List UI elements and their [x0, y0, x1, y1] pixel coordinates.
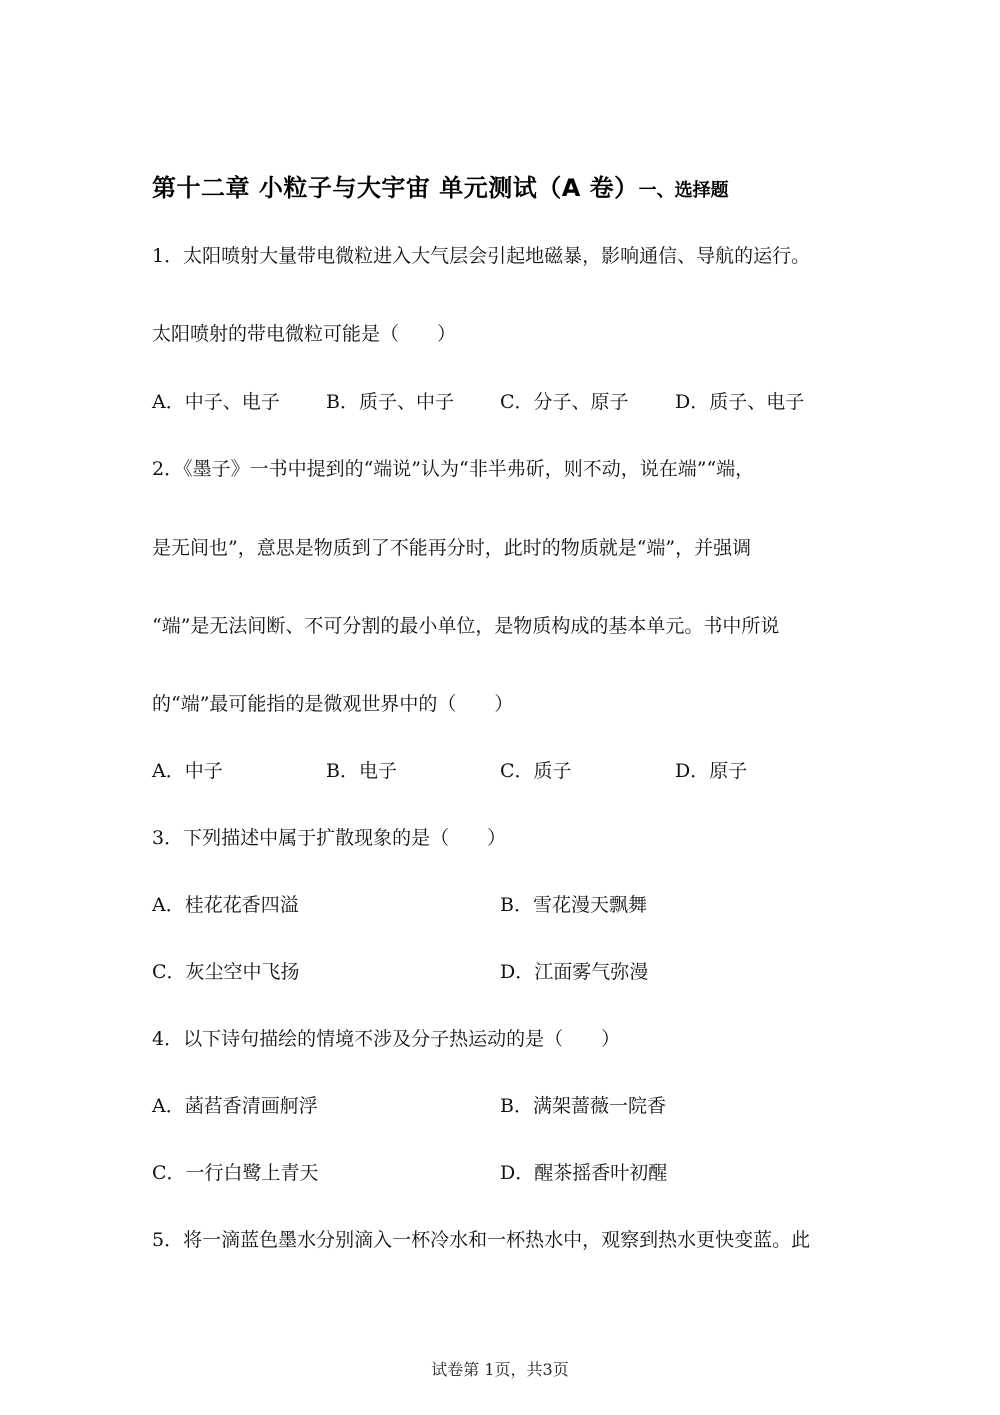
- question-1-option-b: B．质子、中子: [326, 391, 454, 413]
- question-2-option-b: B．电子: [326, 760, 397, 782]
- question-2-line-3: “端”是无法间断、不可分割的最小单位，是物质构成的基本单元。书中所说: [152, 615, 780, 637]
- question-3-option-b: B．雪花漫天飘舞: [500, 894, 647, 916]
- question-2-line-1: 2．《墨子》一书中提到的“端说”认为“非半弗斫，则不动，说在端”“端，: [152, 458, 755, 480]
- question-1-option-d: D．质子、电子: [675, 391, 805, 413]
- document-title: [152, 168, 729, 203]
- question-4-option-b: B．满架蔷薇一院香: [500, 1095, 666, 1117]
- question-3-option-a: A．桂花花香四溢: [152, 894, 299, 916]
- section-heading: 一、选择题: [638, 180, 729, 201]
- page-footer: 试卷第 1页，共3页: [431, 1360, 569, 1379]
- title-main: 第十二章 小粒子与大宇宙 单元测试（A 卷）: [152, 174, 639, 202]
- question-1-option-c: C．分子、原子: [500, 391, 629, 413]
- question-1-line-1: 1．太阳喷射大量带电微粒进入大气层会引起地磁暴，影响通信、导航的运行。: [152, 245, 811, 267]
- question-1-option-a: A．中子、电子: [152, 391, 280, 413]
- question-3-line-1: 3．下列描述中属于扩散现象的是（ ）: [152, 827, 507, 849]
- question-3-option-c: C．灰尘空中飞扬: [152, 961, 300, 983]
- question-2-line-4: 的“端”最可能指的是微观世界中的（ ）: [152, 693, 514, 715]
- question-2-option-c: C．质子: [500, 760, 572, 782]
- question-4-option-a: A．菡萏香清画舸浮: [152, 1095, 318, 1117]
- question-2-option-d: D．原子: [675, 760, 748, 782]
- question-5-line-1: 5．将一滴蓝色墨水分别滴入一杯冷水和一杯热水中，观察到热水更快变蓝。此: [152, 1229, 811, 1251]
- question-2-option-a: A．中子: [152, 760, 223, 782]
- question-3-option-d: D．江面雾气弥漫: [500, 961, 649, 983]
- question-4-option-d: D．醒茶摇香叶初醒: [500, 1162, 668, 1184]
- question-2-line-2: 是无间也”，意思是物质到了不能再分时，此时的物质就是“端”，并强调: [152, 537, 752, 559]
- question-4-line-1: 4．以下诗句描绘的情境不涉及分子热运动的是（ ）: [152, 1028, 621, 1050]
- question-1-line-2: 太阳喷射的带电微粒可能是（ ）: [152, 323, 457, 345]
- question-4-option-c: C．一行白鹭上青天: [152, 1162, 319, 1184]
